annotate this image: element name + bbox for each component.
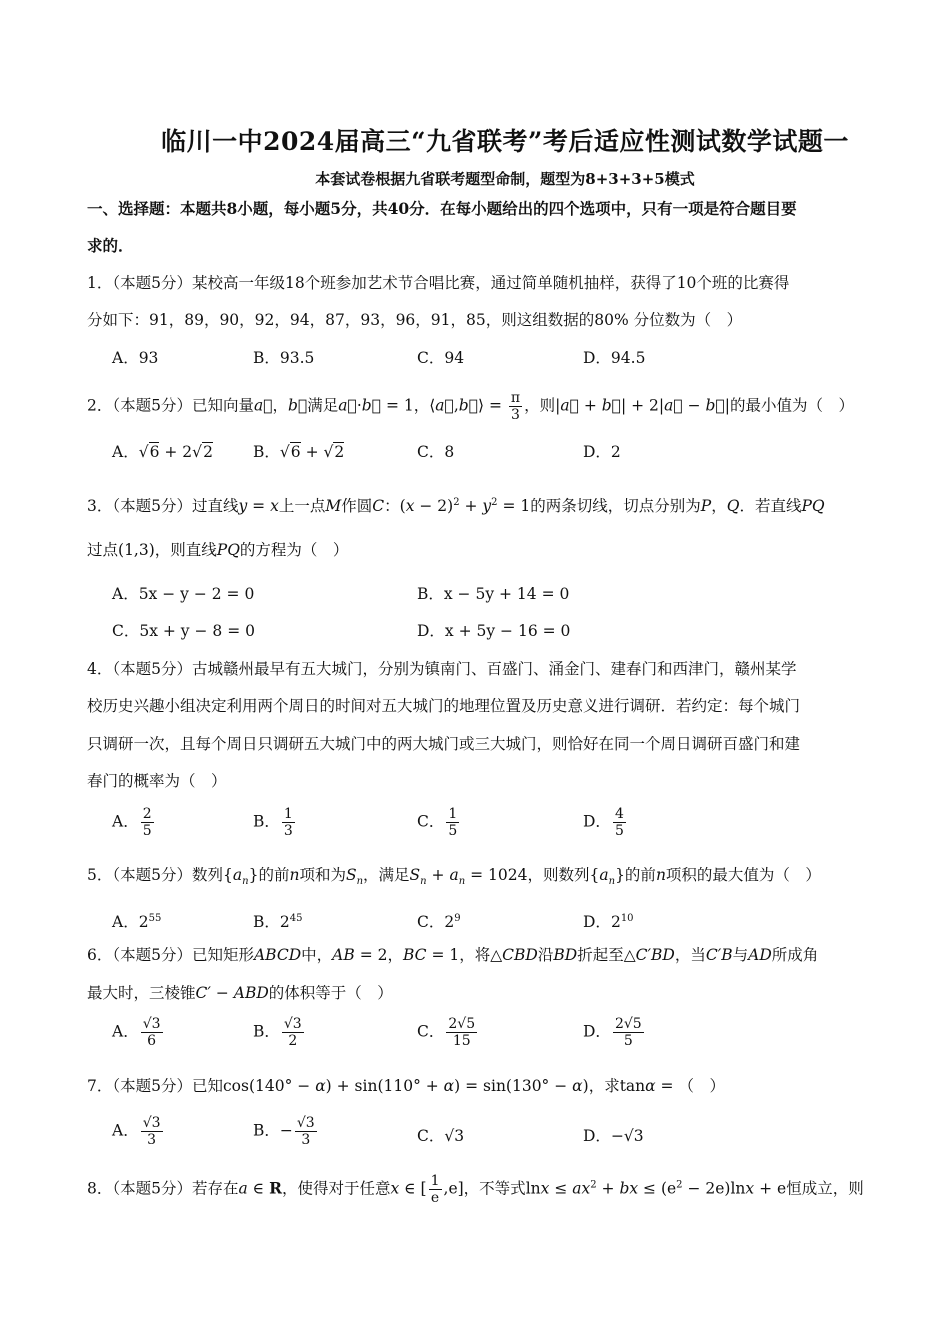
q4-option-d: D． $\frac{4}{5}$ [583,806,624,839]
q7-option-c: C．√3 [417,1127,465,1145]
q7-option-b: B．− $\frac{√3}{3}$ [253,1115,315,1148]
q6-option-d: D． $\frac{2√5}{5}$ [583,1016,642,1049]
q4-option-b: B． $\frac{1}{3}$ [253,806,293,839]
q4-line2: 校历史兴趣小组决定利用两个周日的时间对五大城门的地理位置及历史意义进行调研．若约定：每个城门 [87,697,801,715]
q6-option-b: B． $\frac{√3}{2}$ [253,1016,302,1049]
q7-option-d: D．−√3 [583,1127,644,1145]
page-subtitle: 本套试卷根据九省联考题型命制，题型为8+3+3+5模式 [315,170,695,188]
q4-option-c: C． $\frac{1}{5}$ [417,806,458,839]
q2-prefix: 2．（本题5分）已知向量 [87,396,254,415]
q2-option-a: A．√6 + 2√2 [112,443,213,461]
page-title: 临川一中2024届高三“九省联考”考后适应性测试数学试题一 [161,127,849,156]
q5-line1: 5．（本题5分）数列$\{a_n\}$的前n项和为$S_n$，满足$S_n + a_n = 1024$，则数列$\{a_n\}$的前n项积的最大值为（ ） [87,866,821,888]
q6-line1: 6．（本题5分）已知矩形ABCD中，AB = 2，BC = 1，将△CBD沿BD折起至△C′BD，当C′B与AD所成角 [87,946,819,964]
q6-option-c: C． $\frac{2√5}{15}$ [417,1016,476,1049]
q3-line2: 过点(1,3)，则直线PQ的方程为（ ） [87,541,349,559]
q4-line3: 只调研一次，且每个周日只调研五大城门中的两大城门或三大城门，则恰好在同一个周日调研百盛门和建 [87,735,801,753]
q3-option-c: C．5x + y − 8 = 0 [112,622,255,640]
q8-line1: 8．（本题5分）若存在a ∈ R，使得对于任意x ∈ [ $\frac{1}{e}$ ,e]，不等式$\ln x \le ax^2$ + bx ≤ $(e^2 - 2e)\ln x + e$恒成立，则 [87,1173,864,1206]
q2-line1: 2．（本题5分）已知向量a⃗，b⃗满足a⃗·b⃗ = 1，⟨a⃗,b⃗⟩ = $\frac{\pi}{3}$ ，则|a⃗ + b⃗| + 2|a⃗ − b⃗|的最小值为（ ） [87,390,855,423]
q1-option-d: D．94.5 [583,349,646,367]
q5-option-c: C．$2^9$ [417,913,461,932]
q5-option-d: D．$2^{10}$ [583,913,634,932]
q1-line2: 分如下：91，89，90，92，94，87，93，96，91，85，则这组数据的80% 分位数为（ ） [87,311,743,329]
q3-option-d: D．x + 5y − 16 = 0 [417,622,571,640]
q3-option-a: A．5x − y − 2 = 0 [112,585,255,603]
q5-option-b: B．$2^{45}$ [253,913,303,932]
q3-option-b: B．x − 5y + 14 = 0 [417,585,570,603]
section-heading-line2: 求的． [87,236,134,255]
section-heading-line1: 一、选择题：本题共8小题，每小题5分，共40分．在每小题给出的四个选项中，只有一项是符合题目要 [87,199,797,218]
q1-line1: 1．（本题5分）某校高一年级18个班参加艺术节合唱比赛，通过简单随机抽样，获得了10个班的比赛得 [87,274,790,292]
q2-option-c: C．8 [417,443,455,461]
q4-line4: 春门的概率为（ ） [87,772,227,790]
q2-option-b: B．√6 + √2 [253,443,345,461]
q1-option-a: A．93 [112,349,159,367]
q6-line2: 最大时，三棱锥C′ − ABD的体积等于（ ） [87,984,393,1002]
q1-option-b: B．93.5 [253,349,315,367]
q7-option-a: A． $\frac{√3}{3}$ [112,1115,161,1148]
q2-option-d: D．2 [583,443,621,461]
q4-option-a: A． $\frac{2}{5}$ [112,806,152,839]
q4-line1: 4．（本题5分）古城赣州最早有五大城门，分别为镇南门、百盛门、涌金门、建春门和西津门，赣州某学 [87,660,797,678]
q3-line1: 3．（本题5分）过直线y = x上一点M作圆C：$(x - 2)^2 + y^2 = 1$的两条切线，切点分别为P，Q．若直线PQ [87,497,825,516]
q1-option-c: C．94 [417,349,465,367]
q5-option-a: A．$2^{55}$ [112,913,162,932]
q6-option-a: A． $\frac{√3}{6}$ [112,1016,161,1049]
q7-line1: 7．（本题5分）已知cos(140° − α) + sin(110° + α) = sin(130° − α)，求tanα = （ ） [87,1077,725,1095]
